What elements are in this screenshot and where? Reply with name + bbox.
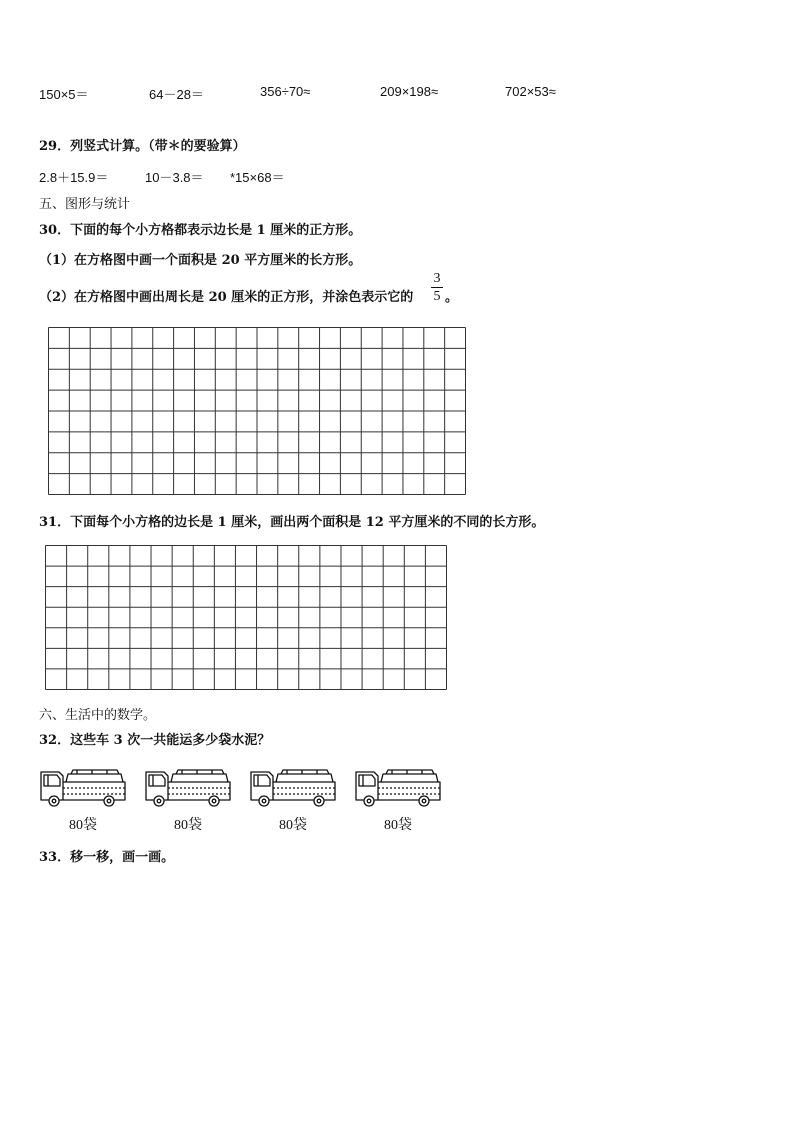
question-29-title: 29．列竖式计算。（带＊的要验算） bbox=[39, 139, 246, 154]
q29-item-1: 2.8＋15.9＝ bbox=[39, 170, 109, 185]
question-30-part-2-end: 。 bbox=[445, 290, 459, 305]
truck-icon bbox=[352, 762, 444, 808]
question-30-part-2: （2）在方格图中画出周长是 20 厘米的正方形，并涂色表示它的 bbox=[39, 290, 414, 305]
fraction-denominator: 5 bbox=[433, 289, 441, 304]
truck-label: 80袋 bbox=[69, 818, 97, 833]
q29-item-3: *15×68＝ bbox=[230, 170, 285, 185]
question-33-title: 33．移一移，画一画。 bbox=[39, 850, 175, 865]
truck-icon bbox=[247, 762, 339, 808]
question-30-part-1: （1）在方格图中画一个面积是 20 平方厘米的长方形。 bbox=[39, 253, 362, 268]
calc-item-3: 356÷70≈ bbox=[260, 84, 311, 99]
fraction-three-fifths bbox=[431, 271, 443, 304]
q29-item-2: 10－3.8＝ bbox=[145, 170, 204, 185]
fraction-numerator: 3 bbox=[433, 271, 441, 286]
question-30-title: 30．下面的每个小方格都表示边长是 1 厘米的正方形。 bbox=[39, 223, 362, 238]
square-grid-q31[interactable] bbox=[45, 545, 447, 690]
truck-label: 80袋 bbox=[384, 818, 412, 833]
truck-icon bbox=[142, 762, 234, 808]
section-6-heading: 六、生活中的数学。 bbox=[39, 708, 157, 723]
truck-icon bbox=[37, 762, 129, 808]
truck-label: 80袋 bbox=[174, 818, 202, 833]
truck-3 bbox=[247, 762, 339, 834]
calc-item-2: 64－28＝ bbox=[149, 87, 204, 102]
truck-label: 80袋 bbox=[279, 818, 307, 833]
calc-item-1: 150×5＝ bbox=[39, 87, 89, 102]
section-5-heading: 五、图形与统计 bbox=[39, 197, 131, 212]
calc-item-5: 702×53≈ bbox=[505, 84, 556, 99]
question-31-title: 31．下面每个小方格的边长是 1 厘米，画出两个面积是 12 平方厘米的不同的长方形。 bbox=[39, 515, 545, 530]
calc-item-4: 209×198≈ bbox=[380, 84, 439, 99]
truck-4 bbox=[352, 762, 444, 834]
truck-1 bbox=[37, 762, 129, 834]
square-grid-q30[interactable] bbox=[48, 327, 466, 495]
truck-2 bbox=[142, 762, 234, 834]
question-32-title: 32．这些车 3 次一共能运多少袋水泥？ bbox=[39, 733, 271, 748]
